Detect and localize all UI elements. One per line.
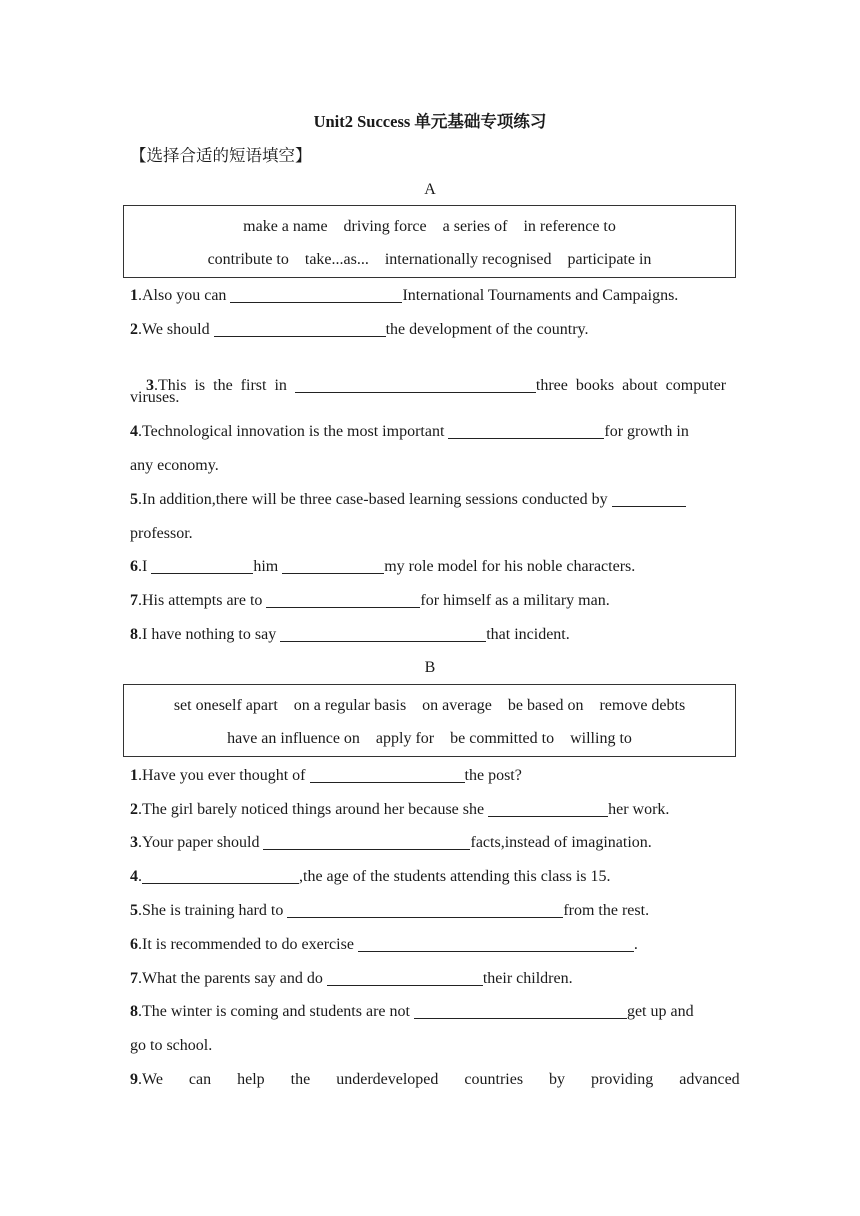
- answer-blank[interactable]: [358, 935, 634, 952]
- exercise-item: [130, 934, 731, 956]
- item-text: .She is training hard to: [138, 902, 284, 919]
- item-number: 2: [130, 801, 138, 818]
- item-number: 7: [130, 970, 138, 987]
- answer-blank[interactable]: [263, 833, 470, 850]
- item-text: the post?: [464, 767, 522, 784]
- item-text: .This is the first in: [154, 377, 287, 394]
- answer-blank[interactable]: [280, 625, 486, 642]
- item-text: from the rest.: [563, 902, 650, 919]
- exercise-item: [130, 765, 731, 787]
- item-text: the development of the country.: [385, 321, 589, 338]
- item-text: International Tournaments and Campaigns.: [402, 287, 679, 304]
- item-continuation: viruses.: [130, 389, 180, 406]
- item-text: him: [253, 558, 279, 575]
- item-number: 9: [130, 1071, 138, 1088]
- item-text: .Have you ever thought of: [138, 767, 306, 784]
- item-text: .Your paper should: [138, 834, 260, 851]
- item-number: 6: [130, 558, 138, 575]
- item-number: 5: [130, 491, 138, 508]
- answer-blank[interactable]: [151, 557, 253, 574]
- item-continuation: any economy.: [130, 457, 219, 474]
- exercise-item: [130, 799, 731, 821]
- page-title: Unit2 Success 单元基础专项练习: [313, 112, 547, 131]
- exercise-item: [130, 968, 731, 990]
- answer-blank[interactable]: [310, 766, 465, 783]
- item-number: 1: [130, 287, 138, 304]
- item-text: facts,instead of imagination.: [470, 834, 652, 851]
- item-number: 4: [130, 868, 138, 885]
- item-continuation: go to school.: [130, 1037, 213, 1054]
- part-b-word-box: [123, 684, 736, 757]
- exercise-item: [130, 1069, 740, 1091]
- section-heading: 【选择合适的短语填空】: [130, 146, 312, 165]
- item-number: 2: [130, 321, 138, 338]
- exercise-item: [130, 489, 731, 511]
- item-number: 3: [130, 834, 138, 851]
- item-number: 8: [130, 1003, 138, 1020]
- part-a-word-box: [123, 205, 736, 278]
- item-text: their children.: [482, 970, 573, 987]
- word-box-line: make a name driving force a series of in reference to: [243, 218, 616, 235]
- exercise-item: [130, 353, 731, 419]
- item-text: .In addition,there will be three case-based learning sessions conducted by: [138, 491, 608, 508]
- answer-blank[interactable]: [448, 422, 604, 439]
- exercise-item: [130, 556, 731, 578]
- answer-blank[interactable]: [230, 286, 402, 303]
- answer-blank[interactable]: [266, 591, 420, 608]
- item-text: .: [138, 868, 142, 885]
- item-text: get up and: [626, 1003, 694, 1020]
- item-text: .His attempts are to: [138, 592, 263, 609]
- item-text: my role model for his noble characters.: [384, 558, 636, 575]
- item-number: 4: [130, 423, 138, 440]
- exercise-item: [130, 832, 731, 854]
- exercise-item: [130, 1001, 731, 1023]
- exercise-item: [130, 900, 731, 922]
- item-text: .I have nothing to say: [138, 626, 277, 643]
- exercise-item: [130, 590, 731, 612]
- part-a-label: A: [424, 181, 436, 198]
- item-text: three books about computer: [535, 377, 727, 394]
- item-number: 5: [130, 902, 138, 919]
- item-text: that incident.: [486, 626, 570, 643]
- item-text: for himself as a military man.: [420, 592, 610, 609]
- item-text: .Also you can: [138, 287, 227, 304]
- exercise-item: [130, 421, 731, 443]
- exercise-item: [130, 624, 731, 646]
- item-text: .What the parents say and do: [138, 970, 323, 987]
- answer-blank[interactable]: [488, 800, 608, 817]
- item-number: 6: [130, 936, 138, 953]
- item-text: for growth in: [604, 423, 689, 440]
- item-number: 1: [130, 767, 138, 784]
- answer-blank[interactable]: [612, 490, 686, 507]
- exercise-item: [130, 285, 731, 307]
- item-text: .Technological innovation is the most important: [138, 423, 445, 440]
- word-box-line: have an influence on apply for be committed to willing to: [227, 730, 632, 747]
- answer-blank[interactable]: [214, 320, 386, 337]
- answer-blank[interactable]: [327, 969, 483, 986]
- item-text: .: [633, 936, 638, 953]
- answer-blank[interactable]: [142, 867, 299, 884]
- item-text: ,the age of the students attending this class is 15.: [299, 868, 611, 885]
- item-text: .It is recommended to do exercise: [138, 936, 354, 953]
- item-text: her work.: [608, 801, 670, 818]
- item-text: .The girl barely noticed things around her because she: [138, 801, 485, 818]
- item-text: .We can help the underdeveloped countries by providing advanced: [138, 1071, 740, 1088]
- item-continuation: professor.: [130, 525, 193, 542]
- part-b-label: B: [424, 659, 436, 676]
- item-text: .The winter is coming and students are not: [138, 1003, 410, 1020]
- answer-blank[interactable]: [282, 557, 384, 574]
- answer-blank[interactable]: [414, 1002, 627, 1019]
- item-text: .I: [138, 558, 148, 575]
- exercise-item: [130, 866, 731, 888]
- word-box-line: contribute to take...as... internationally recognised participate in: [207, 251, 652, 268]
- exercise-item: [130, 319, 731, 341]
- answer-blank[interactable]: [287, 901, 563, 918]
- word-box-line: set oneself apart on a regular basis on average be based on remove debts: [173, 697, 686, 714]
- item-number: 3: [146, 377, 154, 394]
- item-text: .We should: [138, 321, 210, 338]
- item-number: 8: [130, 626, 138, 643]
- item-number: 7: [130, 592, 138, 609]
